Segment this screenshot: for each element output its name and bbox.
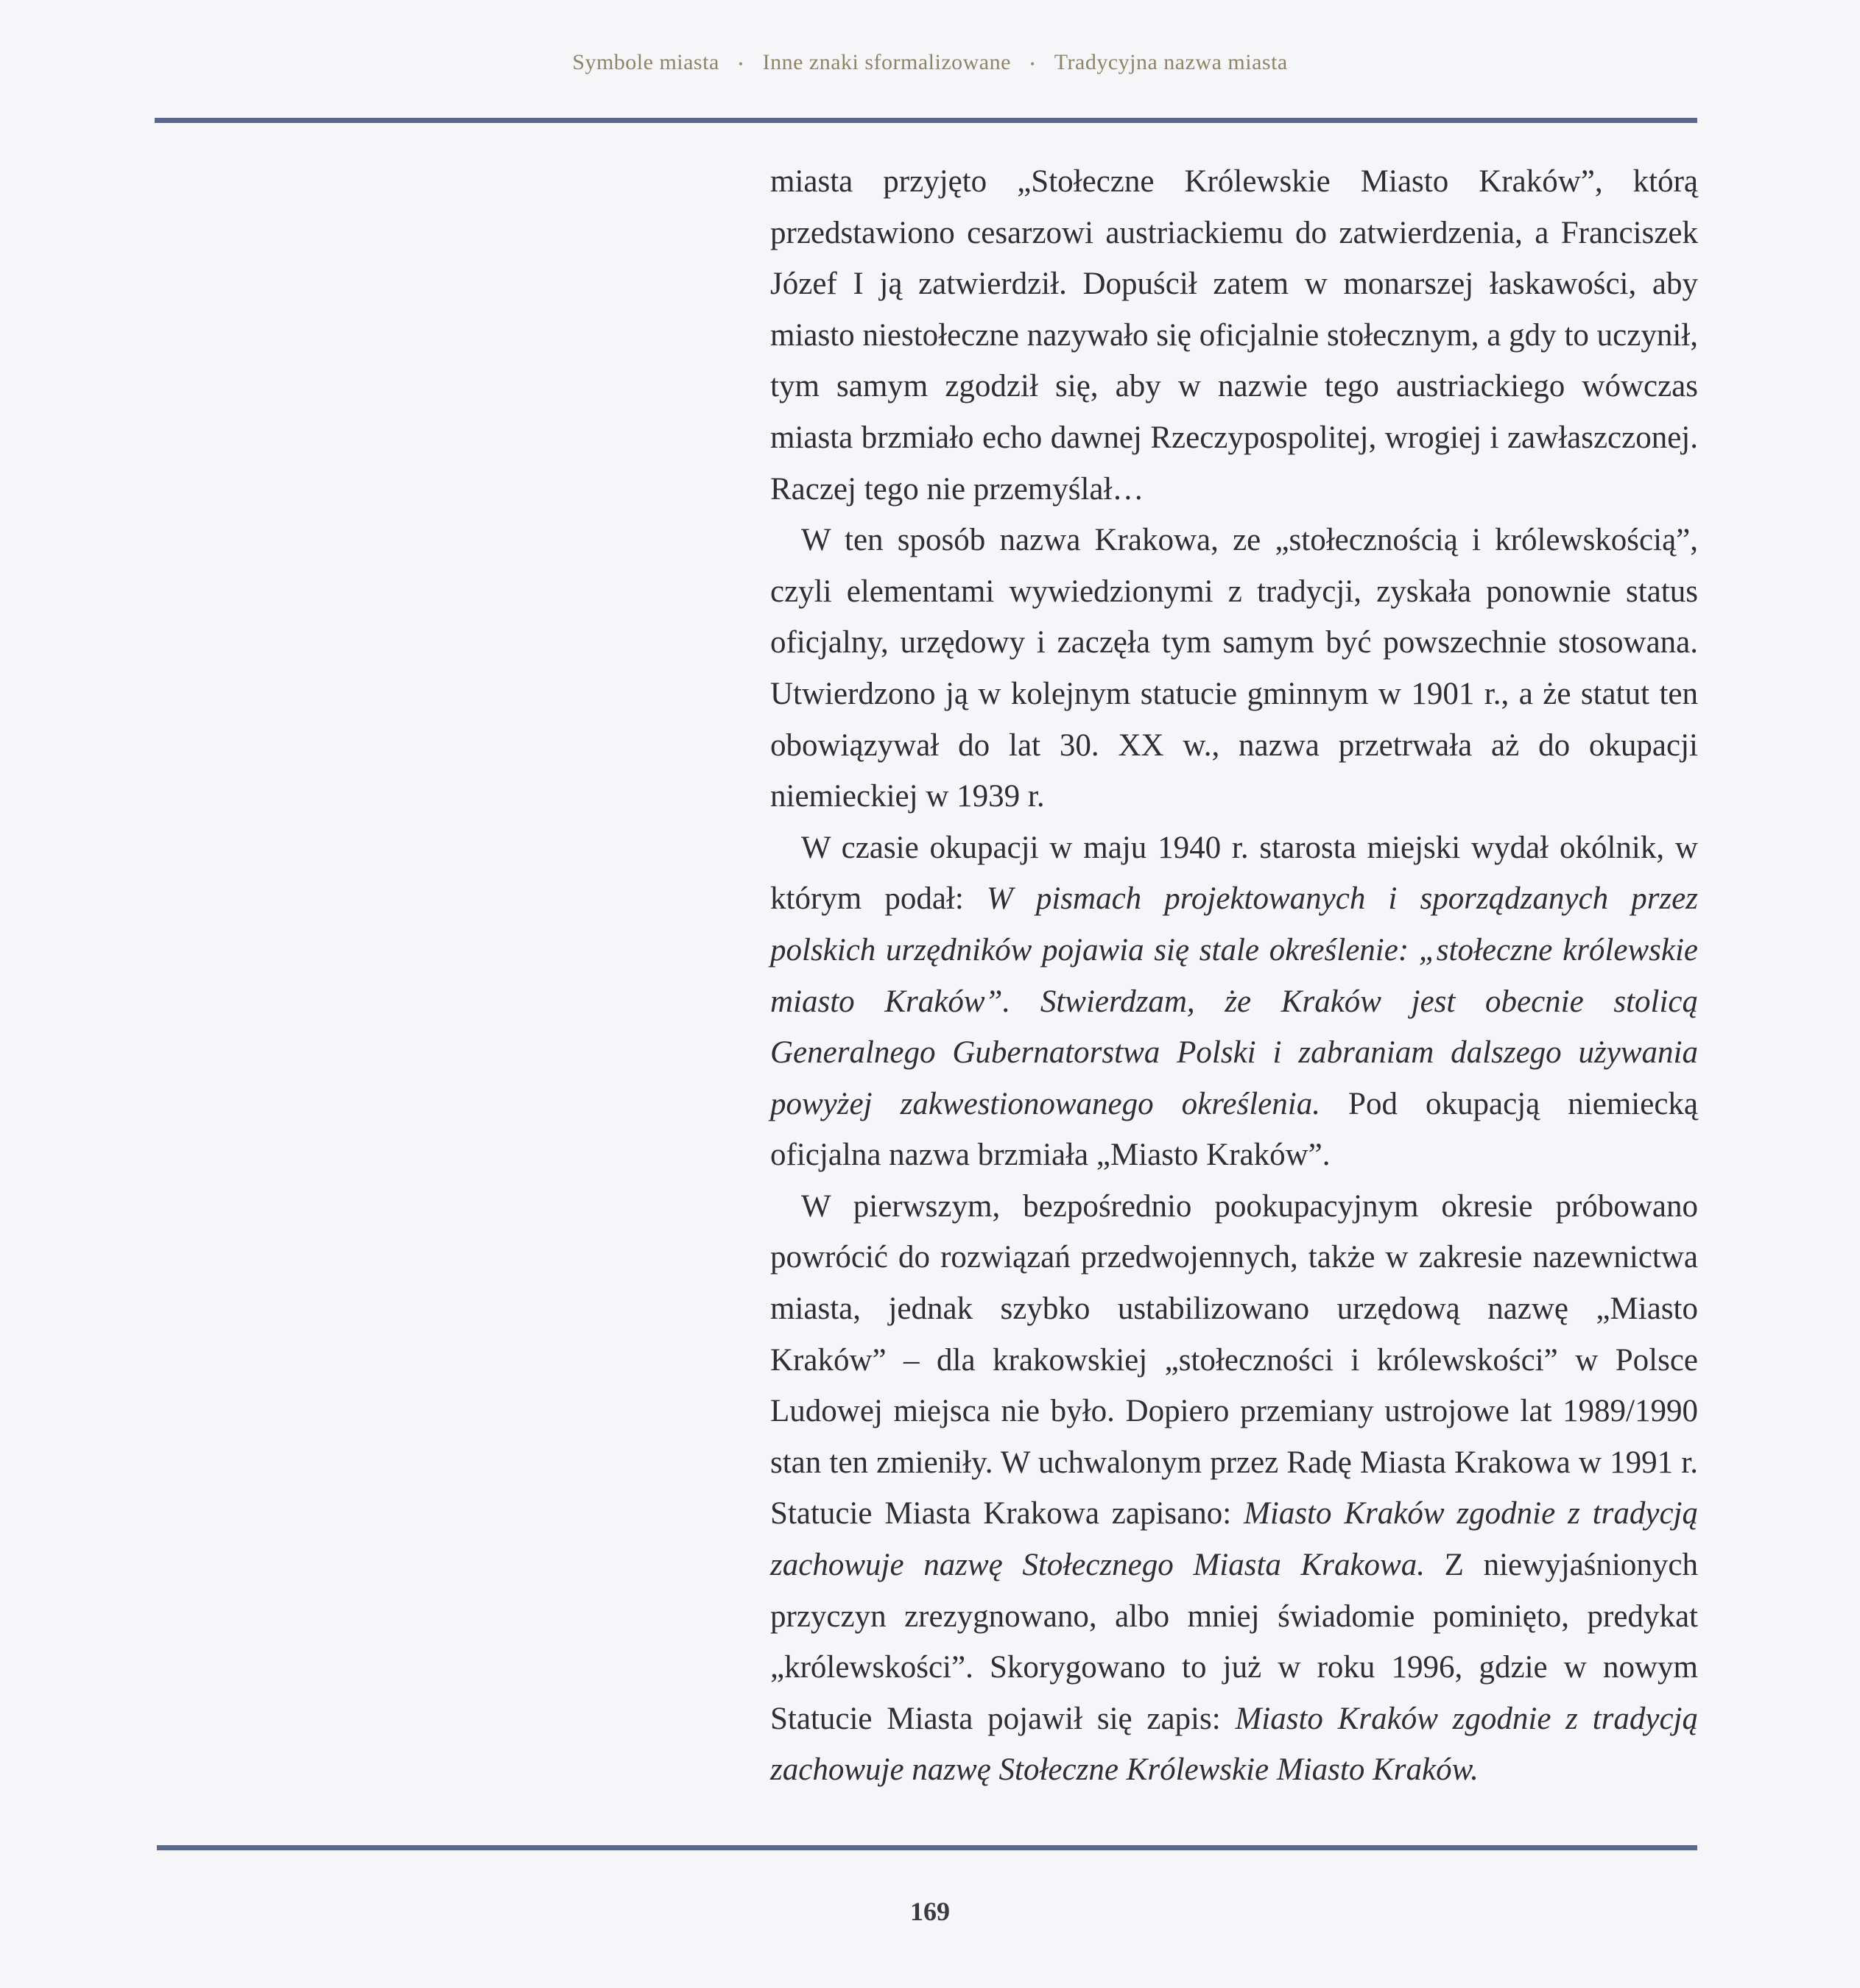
paragraph-4-text-mid: Z niewyjaśnionych przyczyn zrezygnowano, albo mniej świadomie pominięto, predykat „królewskości”. Skorygowano to już w roku 1996, gdzie w nowym Statucie Miasta pojawił się zapis: [770,1548,1698,1736]
paragraph-3-quote: W pismach projektowanych i sporządzanych przez polskich urzędników pojawia się stale określenie: „stołeczne królewskie miasto Kraków”. Stwierdzam, że Kraków jest obecnie stolicą Generalnego Gubernatorstwa Polski i zabraniam dalszego używania powyżej zakwestionowanego określenia. [770,881,1698,1121]
paragraph-4-text: W pierwszym, bezpośrednio pookupacyjnym okresie próbowano powrócić do rozwiązań przedwojennych, także w zakresie nazewnictwa miasta, jednak szybko ustabilizowano urzędową nazwę „Miasto Kraków” – dla krakowskiej „stołeczności i królewskości” w Polsce Ludowej miejsca nie było. Dopiero przemiany ustrojowe lat 1989/1990 stan ten zmieniły. W uchwalonym przez Radę Miasta Krakowa w 1991 r. Statucie Miasta Krakowa zapisano: [770,1188,1698,1531]
bottom-rule [157,1845,1697,1850]
running-header [0,50,1860,75]
paragraph-4-quote-1996: Miasto Kraków zgodnie z tradycją zachowuje nazwę Stołeczne Królewskie Miasto Kraków. [770,1701,1698,1788]
paragraph-3-text: W czasie okupacji w maju 1940 r. starosta miejski wydał okólnik, w którym podał: [770,830,1698,917]
header-separator: • [1029,56,1035,71]
paragraph-1: miasta przyjęto „Stołeczne Królewskie Miasto Kraków”, którą przedstawiono cesarzowi austriackiemu do zatwierdzenia, a Franciszek Józef I ją zatwierdził. Dopuścił zatem w monarszej łaskawości, aby miasto niestołeczne nazywało się oficjalnie stołecznym, a gdy to uczynił, tym samym zgodził się, aby w nazwie tego austriackiego wówczas miasta brzmiało echo dawnej Rzeczypospolitej, wrogiej i zawłaszczonej. Raczej tego nie przemyślał… [770,164,1698,507]
paragraph-2: W ten sposób nazwa Krakowa, ze „stołecznością i królewskością”, czyli elementami wywiedzionymi z tradycji, zyskała ponownie status oficjalny, urzędowy i zaczęła tym samym być powszechnie stosowana. Utwierdzono ją w kolejnym statucie gminnym w 1901 r., a że statut ten obowiązywał do lat 30. XX w., nazwa przetrwała aż do okupacji niemieckiej w 1939 r. [770,523,1698,814]
header-subsection: Inne znaki sformalizowane [762,50,1011,74]
header-topic: Tradycyjna nazwa miasta [1054,50,1288,74]
paragraph-3-text-end: Pod okupacją niemiecką oficjalna nazwa brzmiała „Miasto Kraków”. [770,1086,1698,1173]
header-separator: • [738,56,744,71]
header-section: Symbole miasta [572,50,719,74]
paragraph-4 [770,1181,1698,1796]
page-number: 169 [910,1897,950,1926]
paragraph-3 [770,822,1698,1181]
top-rule [155,118,1697,123]
paragraph-4-quote-1991: Miasto Kraków zgodnie z tradycją zachowuje nazwę Stołecznego Miasta Krakowa. [770,1496,1698,1583]
text-column [770,156,1698,1796]
